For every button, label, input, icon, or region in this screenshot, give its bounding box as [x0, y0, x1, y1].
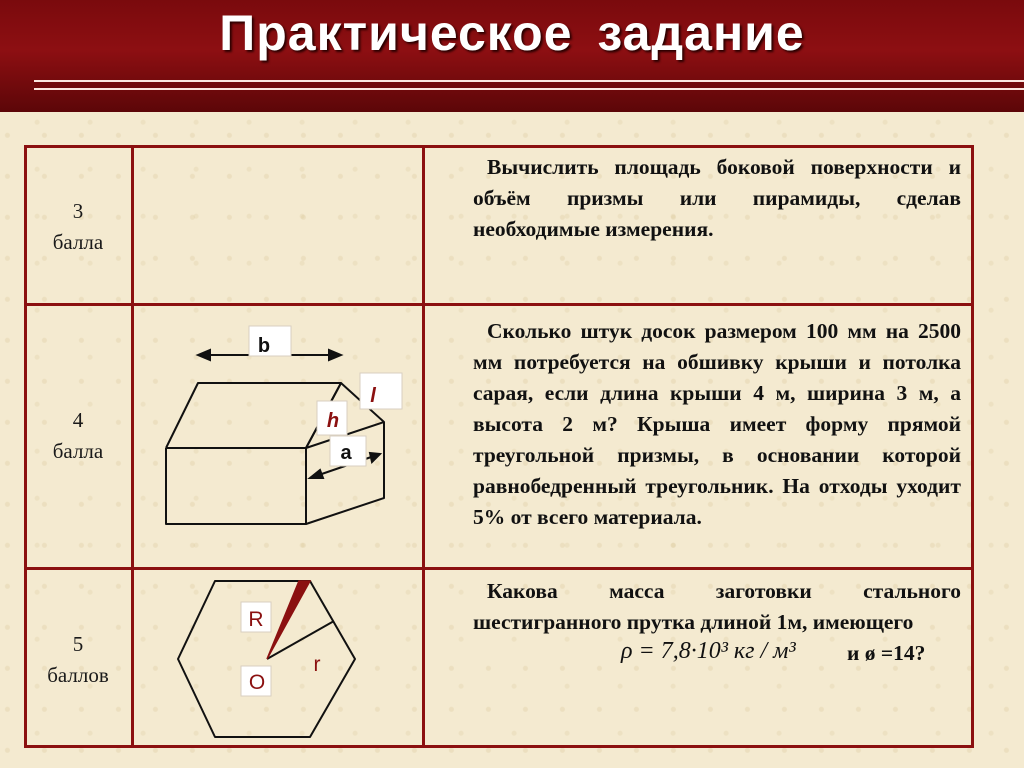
task-text: Какова масса заготовки стального шестигранного прутка длиной 1м, имеющего — [473, 579, 961, 634]
label-b: b — [257, 335, 271, 357]
barn-prism-figure — [134, 306, 422, 567]
barn-front-face — [166, 448, 306, 524]
roof-front-face — [166, 383, 341, 448]
row-1-task — [473, 152, 961, 245]
row-3-score — [24, 629, 132, 691]
label-r: r — [313, 653, 321, 676]
density-formula — [621, 636, 796, 667]
diameter-note — [847, 638, 925, 669]
task-tail: и ø =14? — [847, 641, 926, 665]
slide-title: Практическое задание — [219, 5, 805, 61]
label-h: h — [326, 410, 340, 432]
table-border-bottom — [24, 745, 974, 748]
title-divider-bottom — [34, 88, 1024, 90]
formula: ρ = 7,8·10³ кг / м³ — [621, 638, 796, 664]
row-1-score — [24, 196, 132, 258]
score-word: балла — [52, 439, 104, 463]
dimension-a-arrow-right — [370, 453, 380, 462]
row-2-score — [24, 405, 132, 467]
title-divider-top — [34, 80, 1024, 82]
label-R: R — [248, 608, 264, 631]
label-l: l — [370, 385, 376, 407]
dimension-b-arrow-right — [329, 350, 341, 360]
dimension-b-arrow-left — [198, 350, 210, 360]
score-number: 5 — [72, 632, 84, 656]
table-divider-figure — [422, 145, 425, 748]
row-2-task — [473, 316, 961, 533]
task-text: Вычислить площадь боковой поверхности и объём призмы или пирамиды, сделав необходимые измерения. — [473, 155, 961, 241]
dimension-a-arrow-left — [310, 470, 323, 478]
score-word: баллов — [47, 663, 109, 687]
table-border-right — [971, 145, 974, 748]
row-3-task — [473, 576, 961, 665]
score-word: балла — [52, 230, 104, 254]
score-number: 4 — [72, 408, 84, 432]
hexagon-figure — [134, 570, 422, 745]
task-text: Сколько штук досок размером 100 мм на 2500 мм потребуется на обшивку крыши и потолка сарая, если длина крыши 4 м, ширина 3 м, а высота 2 м? Крыша имеет форму прямой треугольной призмы, в основании которой равнобедренный треугольник. На отходы уходит 5% от всего материала. — [473, 319, 961, 529]
table-border-top — [24, 145, 974, 148]
label-O: O — [248, 671, 266, 694]
label-l-box — [360, 373, 402, 409]
score-number: 3 — [72, 199, 84, 223]
label-a: a — [340, 442, 352, 464]
